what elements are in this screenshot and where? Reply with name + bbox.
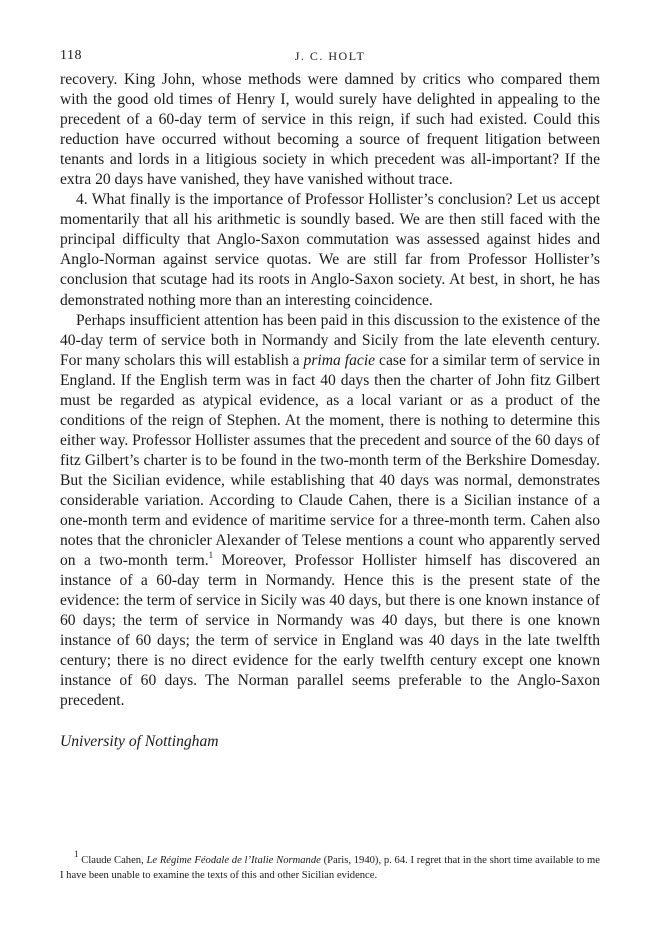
page-number: 118 — [60, 48, 82, 63]
footnote-text — [60, 855, 600, 881]
italic-phrase: Le Régime Féodale de l’Italie Normande — [146, 855, 321, 866]
body-text — [60, 70, 600, 712]
text-run: Perhaps insufficient attention has been paid in this discussion to the existence of the 40-day term of service both in Normandy and Sicily from the late eleventh century. For many scholars this will establish a — [60, 311, 600, 369]
paragraph-2 — [60, 190, 600, 310]
footnote — [60, 849, 600, 883]
italic-phrase: prima facie — [303, 351, 376, 369]
text-run: recovery. King John, whose methods were damned by critics who compared them with the good old times of Henry I, would surely have delighted in appealing to the precedent of a 60-day term of service in this reign, if such had existed. Could this reduction have occurred without becoming a source of frequent litigation between tenants and lords in a litigious society in which precedent was all-important? If the extra 20 days have vanished, they have vanished without trace. — [60, 71, 600, 189]
page — [60, 48, 600, 752]
footnote-reference: 1 — [208, 549, 214, 560]
text-run: Claude Cahen, — [78, 855, 147, 866]
text-run: 4. What finally is the importance of Professor Hollister’s conclusion? Let us accept momentarily that all his arithmetic is soundly based. We are then still faced with the principal difficulty that Anglo-Saxon commutation was assessed against hides and Anglo-Norman against service quotas. We are still far from Professor Hollister’s conclusion that scutage had its roots in Anglo-Saxon society. At best, in short, he has demonstrated nothing more than an interesting coincidence. — [60, 191, 600, 309]
text-run: (Paris, 1940), p. 64. I regret that in the short time available to me I have been unable to examine the texts of this and other Sicilian evidence. — [60, 855, 600, 881]
paragraph-3 — [60, 311, 600, 712]
page-header — [60, 48, 600, 70]
running-head: J. C. HOLT — [294, 49, 366, 63]
paragraph-1 — [60, 70, 600, 190]
footnote-marker: 1 — [74, 849, 79, 860]
text-run: case for a similar term of service in England. If the English term was in fact 40 days then the charter of John fitz Gilbert must be regarded as atypical evidence, as a local variant or as a product of the conditions of the reign of Stephen. At the moment, there is nothing to determine this either way. Professor Hollister assumes that the precedent and source of the 60 days of fitz Gilbert’s charter is to be found in the two-month term of the Berkshire Domesday. But the Sicilian evidence, while establishing that 40 days was normal, demonstrates considerable variation. According to Claude Cahen, there is a Sicilian instance of a one-month term and evidence of maritime service for a three-month term. Cahen also notes that the chronicler Alexander of Telese mentions a count who apparently served on a two-month term. — [60, 351, 600, 570]
author-affiliation: University of Nottingham — [60, 732, 219, 750]
text-run: Moreover, Professor Hollister himself has discovered an instance of a 60-day term in Normandy. Hence this is the present state of the evidence: the term of service in Sicily was 40 days, but there is one known instance of 60 days; the term of service in Normandy was 40 days, but there is one known instance of 60 days; the term of service in England was 40 days in the late twelfth century; there is no direct evidence for the early twelfth century except one known instance of 60 days. The Norman parallel seems preferable to the Anglo-Saxon precedent. — [60, 552, 600, 710]
